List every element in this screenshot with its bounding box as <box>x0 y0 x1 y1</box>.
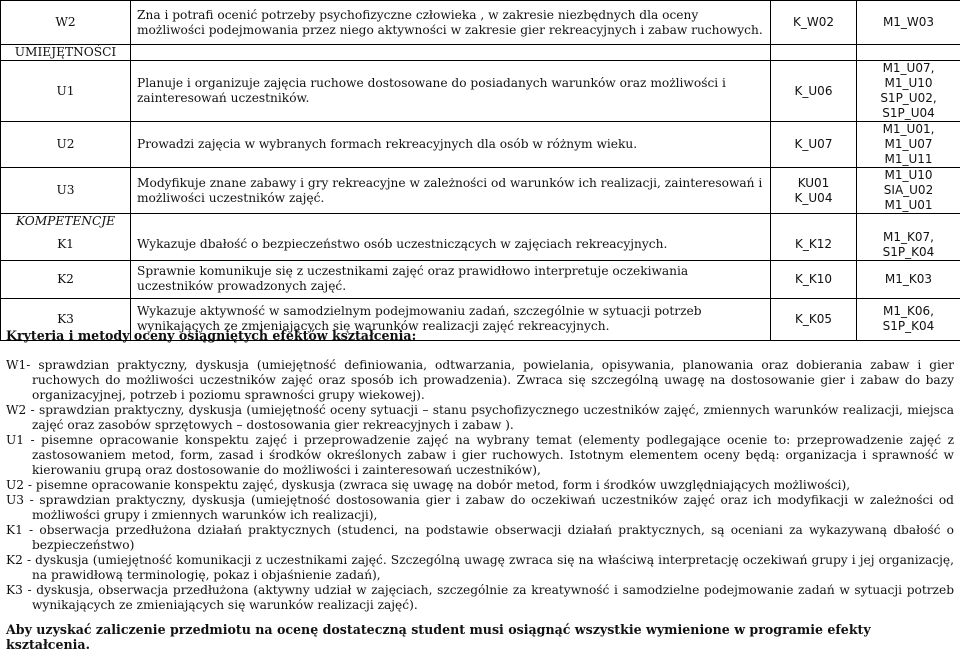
criteria-list <box>6 358 954 613</box>
criteria-item: K1 - obserwacja przedłużona działań praktycznych (studenci, na podstawie obserwacji działań praktycznych, są oceniani za wykazywaną dbałość o bezpieczeństwo) <box>6 523 954 553</box>
outcome-description: Planuje i organizuje zajęcia ruchowe dostosowane do posiadanych warunków oraz możliwości i zainteresowań uczestników. <box>131 61 771 122</box>
table-row <box>1 168 960 214</box>
outcome-code: U3 <box>1 168 131 214</box>
outcome-description: Zna i potrafi ocenić potrzeby psychofizyczne człowieka , w zakresie niezbędnych dla oceny możliwości podejmowania przez niego aktywności w zakresie gier rekreacyjnych i zabaw ruchowych. <box>131 1 771 45</box>
area-reference: M1_U01, M1_U07 M1_U11 <box>857 122 960 168</box>
criteria-item: K2 - dyskusja (umiejętność komunikacji z uczestnikami zajęć. Szczególną uwagę zwraca się na właściwą interpretację oczekiwań grupy i jej organizację, na prawidłową terminologię, pokaz i objaśnienie zadań), <box>6 553 954 583</box>
table-row <box>1 1 960 45</box>
final-note: Aby uzyskać zaliczenie przedmiotu na ocenę dostateczną student musi osiągnąć wszystkie wymienione w programie efekty kształcenia. <box>6 622 954 652</box>
table-row <box>1 61 960 122</box>
outcome-code: K2 <box>1 260 131 298</box>
direction-symbol: K_W02 <box>771 1 857 45</box>
outcome-code: U1 <box>1 61 131 122</box>
outcome-description: Prowadzi zajęcia w wybranych formach rekreacyjnych dla osób w różnym wieku. <box>131 122 771 168</box>
table-row <box>1 260 960 298</box>
table-row <box>1 122 960 168</box>
criteria-item: W2 - sprawdzian praktyczny, dyskusja (umiejętność oceny sytuacji – stanu psychofizycznego uczestników zajęć, zmiennych warunków realizacji, miejsca zajęć oraz zasobów sprzętowych – dostosowania gier rekreacyjnych i zabaw ). <box>6 403 954 433</box>
area-reference: M1_K06, S1P_K04 <box>857 298 960 340</box>
direction-symbol: K_K05 <box>771 298 857 340</box>
outcome-description: Wykazuje aktywność w samodzielnym podejmowaniu zadań, szczególnie w sytuacji potrzeb wynikających ze zmieniających się warunków realizacji zajęć rekreacyjnych. <box>131 298 771 340</box>
criteria-item: U3 - sprawdzian praktyczny, dyskusja (umiejętność dostosowania gier i zabaw do oczekiwań uczestników zajęć oraz ich modyfikacji w zależności od możliwości grupy i zmiennych warunków ich realizacji), <box>6 493 954 523</box>
criteria-item: K3 - dyskusja, obserwacja przedłużona (aktywny udział w zajęciach, szczególnie za kreatywność i samodzielne podejmowanie zadań w sytuacji potrzeb wynikających ze zmieniających się warunków realizacji zajęć). <box>6 583 954 613</box>
criteria-item: U1 - pisemne opracowanie konspektu zajęć i przeprowadzenie zajęć na wybrany temat (elementy podlegające ocenie to: przeprowadzenie zajęć z zastosowaniem metod, form, zasad i środków określonych zabaw i gier ruchowych. Istotnym elementem oceny będą: organizacja i sprawność w kierowaniu grupą oraz dostosowanie do możliwości i zainteresowań uczestników), <box>6 433 954 478</box>
outcome-code: K1 <box>1 230 131 261</box>
criteria-heading: Kryteria i metody oceny osiągniętych efektów kształcenia: <box>6 328 954 343</box>
section-header-competences: KOMPETENCJE <box>1 214 131 230</box>
outcome-code: K3 <box>1 298 131 340</box>
outcome-code: W2 <box>1 1 131 45</box>
area-reference: M1_U07, M1_U10 S1P_U02, S1P_U04 <box>857 61 960 122</box>
direction-symbol: K_K12 <box>771 230 857 261</box>
direction-symbol: K_U06 <box>771 61 857 122</box>
criteria-item: U2 - pisemne opracowanie konspektu zajęć, dyskusja (zwraca się uwagę na dobór metod, form i środków uwzględniających możliwości), <box>6 478 954 493</box>
section-row <box>1 45 960 61</box>
area-reference: M1_K03 <box>857 260 960 298</box>
outcome-description: Sprawnie komunikuje się z uczestnikami zajęć oraz prawidłowo interpretuje oczekiwania uczestników prowadzonych zajęć. <box>131 260 771 298</box>
area-reference: M1_W03 <box>857 1 960 45</box>
area-reference: M1_U10 SIA_U02 M1_U01 <box>857 168 960 214</box>
direction-symbol: K_U07 <box>771 122 857 168</box>
section-row <box>1 214 960 230</box>
outcome-description: Modyfikuje znane zabawy i gry rekreacyjne w zależności od warunków ich realizacji, zainteresowań i możliwości uczestników zajęć. <box>131 168 771 214</box>
outcome-description: Wykazuje dbałość o bezpieczeństwo osób uczestniczących w zajęciach rekreacyjnych. <box>131 230 771 261</box>
criteria-item: W1- sprawdzian praktyczny, dyskusja (umiejętność definiowania, odtwarzania, powielania, opisywania, planowania oraz dobierania zabaw i gier ruchowych do możliwości uczestników zajęć oraz sposób ich prowadzenia). Zwraca się szczególną uwagę na dostosowanie gier i zabaw do bazy organizacyjnej, potrzeb i poziomu sprawności grupy wiekowej). <box>6 358 954 403</box>
outcome-code: U2 <box>1 122 131 168</box>
table-row <box>1 230 960 261</box>
direction-symbol: KU01 K_U04 <box>771 168 857 214</box>
section-header-skills: UMIEJĘTNOŚCI <box>1 45 131 61</box>
area-reference: M1_K07, S1P_K04 <box>857 230 960 261</box>
direction-symbol: K_K10 <box>771 260 857 298</box>
